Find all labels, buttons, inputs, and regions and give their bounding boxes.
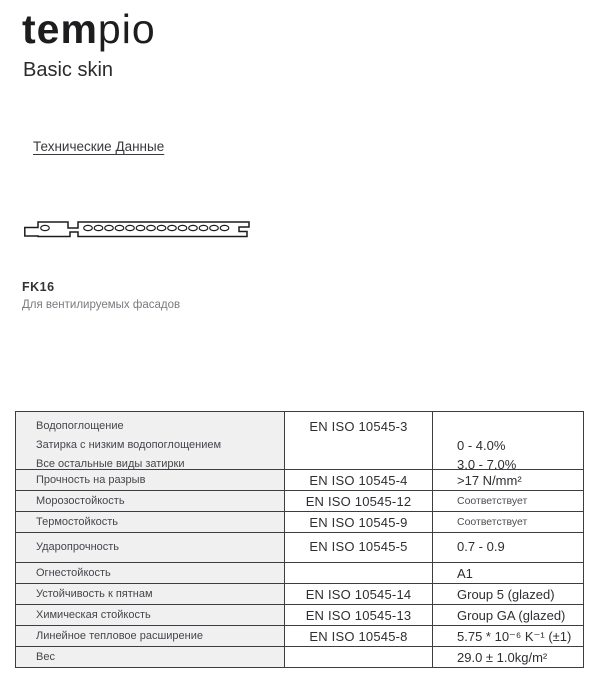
value-spacer xyxy=(457,417,583,436)
value-text: Соответствует xyxy=(457,515,528,528)
property-label: Устойчивость к пятнам xyxy=(36,587,153,600)
value-cell xyxy=(433,412,583,472)
standard-label: EN ISO 10545-5 xyxy=(309,539,408,554)
value-text: 0 - 4.0% xyxy=(457,438,506,453)
standard-cell xyxy=(285,512,433,532)
value-text: Соответствует xyxy=(457,494,528,507)
value-text: >17 N/mm² xyxy=(457,472,522,488)
panel-profile-drawing xyxy=(24,215,250,241)
value-text: 29.0 ± 1.0kg/m² xyxy=(457,649,548,665)
property-cell xyxy=(16,647,285,667)
property-label: Линейное тепловое расширение xyxy=(36,629,204,642)
standard-cell xyxy=(285,647,433,667)
property-cell xyxy=(16,563,285,583)
table-row xyxy=(16,469,583,490)
logo xyxy=(22,6,156,53)
value-cell xyxy=(433,584,583,604)
value-text: Group GA (glazed) xyxy=(457,607,566,623)
table-row xyxy=(16,490,583,511)
property-cell xyxy=(16,605,285,625)
value-cell xyxy=(433,647,583,667)
standard-cell xyxy=(285,491,433,511)
property-cell xyxy=(16,512,285,532)
value-cell xyxy=(433,605,583,625)
value-cell xyxy=(433,470,583,490)
property-cell xyxy=(16,626,285,646)
spec-table xyxy=(15,411,584,668)
logo-text-bold: tem xyxy=(22,6,98,52)
table-row xyxy=(16,532,583,562)
property-label: Ударопрочность xyxy=(36,541,120,553)
table-row xyxy=(16,511,583,532)
product-line-subtitle: Basic skin xyxy=(23,59,114,81)
value-text: A1 xyxy=(457,565,473,581)
standard-label: EN ISO 10545-14 xyxy=(305,586,412,602)
standard-label: EN ISO 10545-4 xyxy=(309,472,408,488)
standard-label: EN ISO 10545-3 xyxy=(309,419,408,434)
standard-cell xyxy=(285,626,433,646)
value-text: 0.7 - 0.9 xyxy=(457,539,505,554)
property-cell xyxy=(16,470,285,490)
table-row xyxy=(16,604,583,625)
property-label: Вес xyxy=(36,650,55,663)
value-cell xyxy=(433,563,583,583)
property-label: Химическая стойкость xyxy=(36,608,151,621)
value-cell xyxy=(433,533,583,562)
value-cell xyxy=(433,626,583,646)
property-cell xyxy=(16,584,285,604)
property-label: Термостойкость xyxy=(36,515,119,528)
sub-property-label: Затирка с низким водопоглощением xyxy=(36,439,222,451)
table-row xyxy=(16,562,583,583)
logo-text-light: pio xyxy=(97,6,156,52)
property-cell xyxy=(16,412,285,469)
standard-cell xyxy=(285,584,433,604)
standard-cell xyxy=(285,533,433,562)
table-row xyxy=(16,583,583,604)
value-text: 5.75 * 10⁻⁶ K⁻¹ (±1) xyxy=(457,628,572,644)
standard-label: EN ISO 10545-13 xyxy=(305,607,412,623)
value-text: Group 5 (glazed) xyxy=(457,586,555,602)
sub-property-label: Все остальные виды затирки xyxy=(36,458,185,470)
product-description: Для вентилируемых фасадов xyxy=(22,299,181,311)
section-title: Технические Данные xyxy=(33,139,165,154)
property-label: Водопоглощение xyxy=(36,420,124,432)
standard-label: EN ISO 10545-9 xyxy=(309,514,408,530)
standard-label: EN ISO 10545-8 xyxy=(309,628,408,644)
standard-cell xyxy=(285,412,433,469)
value-cell xyxy=(433,512,583,532)
standard-cell xyxy=(285,563,433,583)
standard-cell xyxy=(285,605,433,625)
table-row xyxy=(16,412,583,472)
property-label: Морозостойкость xyxy=(36,494,125,507)
value-cell xyxy=(433,491,583,511)
table-row xyxy=(16,646,583,667)
product-code: FK16 xyxy=(22,280,55,294)
property-label: Огнестойкость xyxy=(36,566,111,579)
property-label: Прочность на разрыв xyxy=(36,473,146,486)
standard-label: EN ISO 10545-12 xyxy=(305,493,412,509)
property-cell xyxy=(16,491,285,511)
value-text: 3.0 - 7.0% xyxy=(457,457,517,472)
standard-cell xyxy=(285,470,433,490)
table-row xyxy=(16,625,583,646)
property-cell xyxy=(16,533,285,562)
